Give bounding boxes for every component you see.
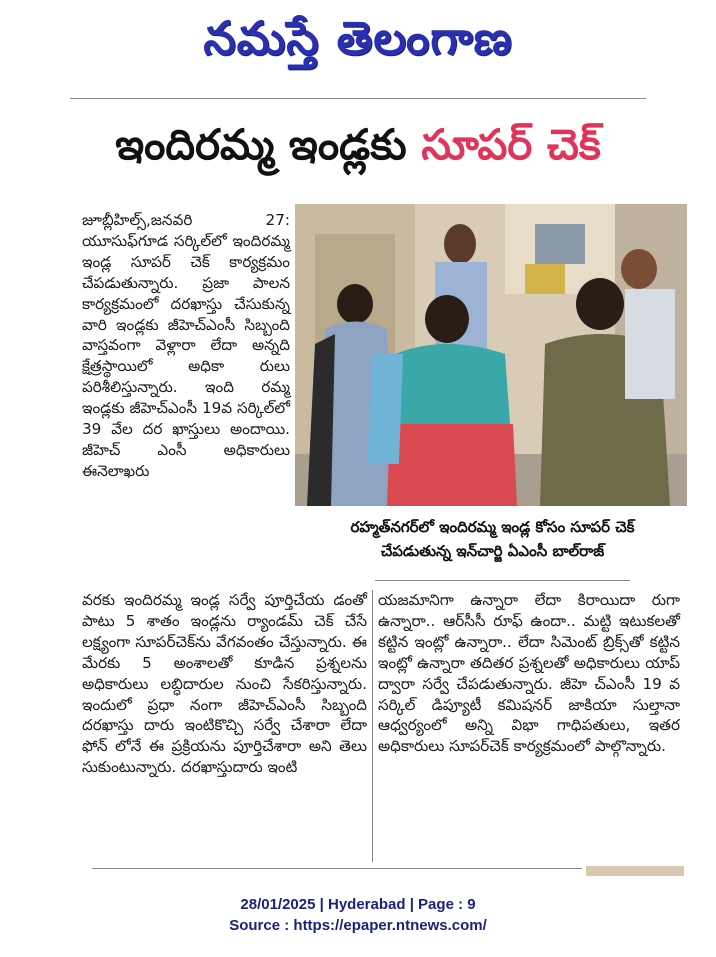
masthead-logo: నమస్తే తెలంగాణ — [203, 11, 513, 65]
photo-caption — [300, 515, 685, 563]
footer-date-edition: 28/01/2025 | Hyderabad | Page : 9 — [240, 896, 476, 913]
caption-line-1: రహ్మత్‌నగర్‌లో ఇందిరమ్మ ఇండ్ల కోసం సూపర్ చెక్ — [350, 518, 635, 536]
adjacent-ad-fragment — [586, 866, 684, 876]
caption-line-2: చేపడుతున్న ఇన్‌చార్జి ఏఎంసీ బాల్‌రాజ్ — [380, 542, 605, 560]
article-column-left-bottom — [82, 590, 367, 778]
photo-illustration — [295, 204, 687, 506]
headline-main: ఇందిరమ్మ ఇండ్లకు — [115, 120, 422, 169]
footer-source: Source : https://epaper.ntnews.com/ — [229, 917, 487, 934]
headline-accent: సూపర్ చెక్ — [421, 120, 601, 169]
caption-divider — [375, 580, 630, 581]
masthead-divider — [70, 98, 646, 99]
article-bottom-divider — [92, 868, 582, 869]
article-column-right — [378, 590, 680, 757]
page-footer — [0, 894, 716, 936]
article-paragraph: యజమానిగా ఉన్నారా లేదా కిరాయిదా రుగా ఉన్నారా.. ఆర్‌సీసీ రూఫ్ ఉందా.. మట్టి ఇటుకలతో కట్టిన ఇంట్లో ఉన్నారా.. లేదా సిమెంట్ బ్రిక్స్‌తో కట్టిన ఇంట్లో ఉన్నారా తదితర ప్రశ్నలతో అధికారులు యాప్ ద్వారా సర్వే చేపడుతున్నారు. జీహె చ్‌ఎంసీ 19 వ సర్కిల్ డిప్యూటీ కమిషనర్ జాకియా సుల్తానా ఆధ్వర్యంలో అన్ని విభా గాధిపతులు, ఇతర అధికారులు సూపర్‌చెక్ కార్యక్రమంలో పాల్గొన్నారు. — [378, 591, 680, 756]
column-divider — [372, 590, 373, 862]
article-headline — [0, 110, 716, 180]
article-paragraph: జూబ్లీహిల్స్,జనవరి 27: యూసుఫ్‌గూడ సర్కిల్‌లో ఇందిరమ్మ ఇండ్ల సూపర్ చెక్ కార్యక్రమం చేపడుతున్నారు. ప్రజా పాలన కార్యక్రమంలో దరఖాస్తు చేసుకున్న వారి ఇండ్లకు జీహెచ్‌ఎంసీ సిబ్బంది వాస్తవంగా వెళ్లారా లేదా అన్నది క్షేత్రస్థాయిలో అధికా రులు పరిశీలిస్తున్నారు. ఇంది రమ్మ ఇండ్లకు జీహెచ్‌ఎంసీ 19వ సర్కిల్‌లో 39 వేల దర ఖాస్తులు అందాయి. జీహెచ్ ఎంసీ అధికారులు ఈనెలాఖరు — [82, 211, 290, 480]
article-column-left-top — [82, 210, 290, 482]
article-photo — [295, 204, 687, 506]
article-paragraph: వరకు ఇందిరమ్మ ఇండ్ల సర్వే పూర్తిచేయ డంతో పాటు 5 శాతం ఇండ్లను ర్యాండమ్ చెక్ చేసే లక్ష్యంగా సూపర్‌చెక్‌ను వేగవంతం చేస్తున్నారు. ఈ మేరకు 5 అంశాలతో కూడిన ప్రశ్నలను అధికారులు లబ్ధిదారుల నుంచి సేకరిస్తున్నారు. ఇందులో ప్రధా నంగా జీహెచ్‌ఎంసీ సిబ్బంది దరఖాస్తు దారు ఇంటికొచ్చి సర్వే చేశారా లేదా ఫోన్ లోనే ఈ ప్రక్రియను పూర్తిచేశారా అని తెలు సుకుంటున్నారు. దరఖాస్తుదారు ఇంటి — [82, 591, 367, 777]
